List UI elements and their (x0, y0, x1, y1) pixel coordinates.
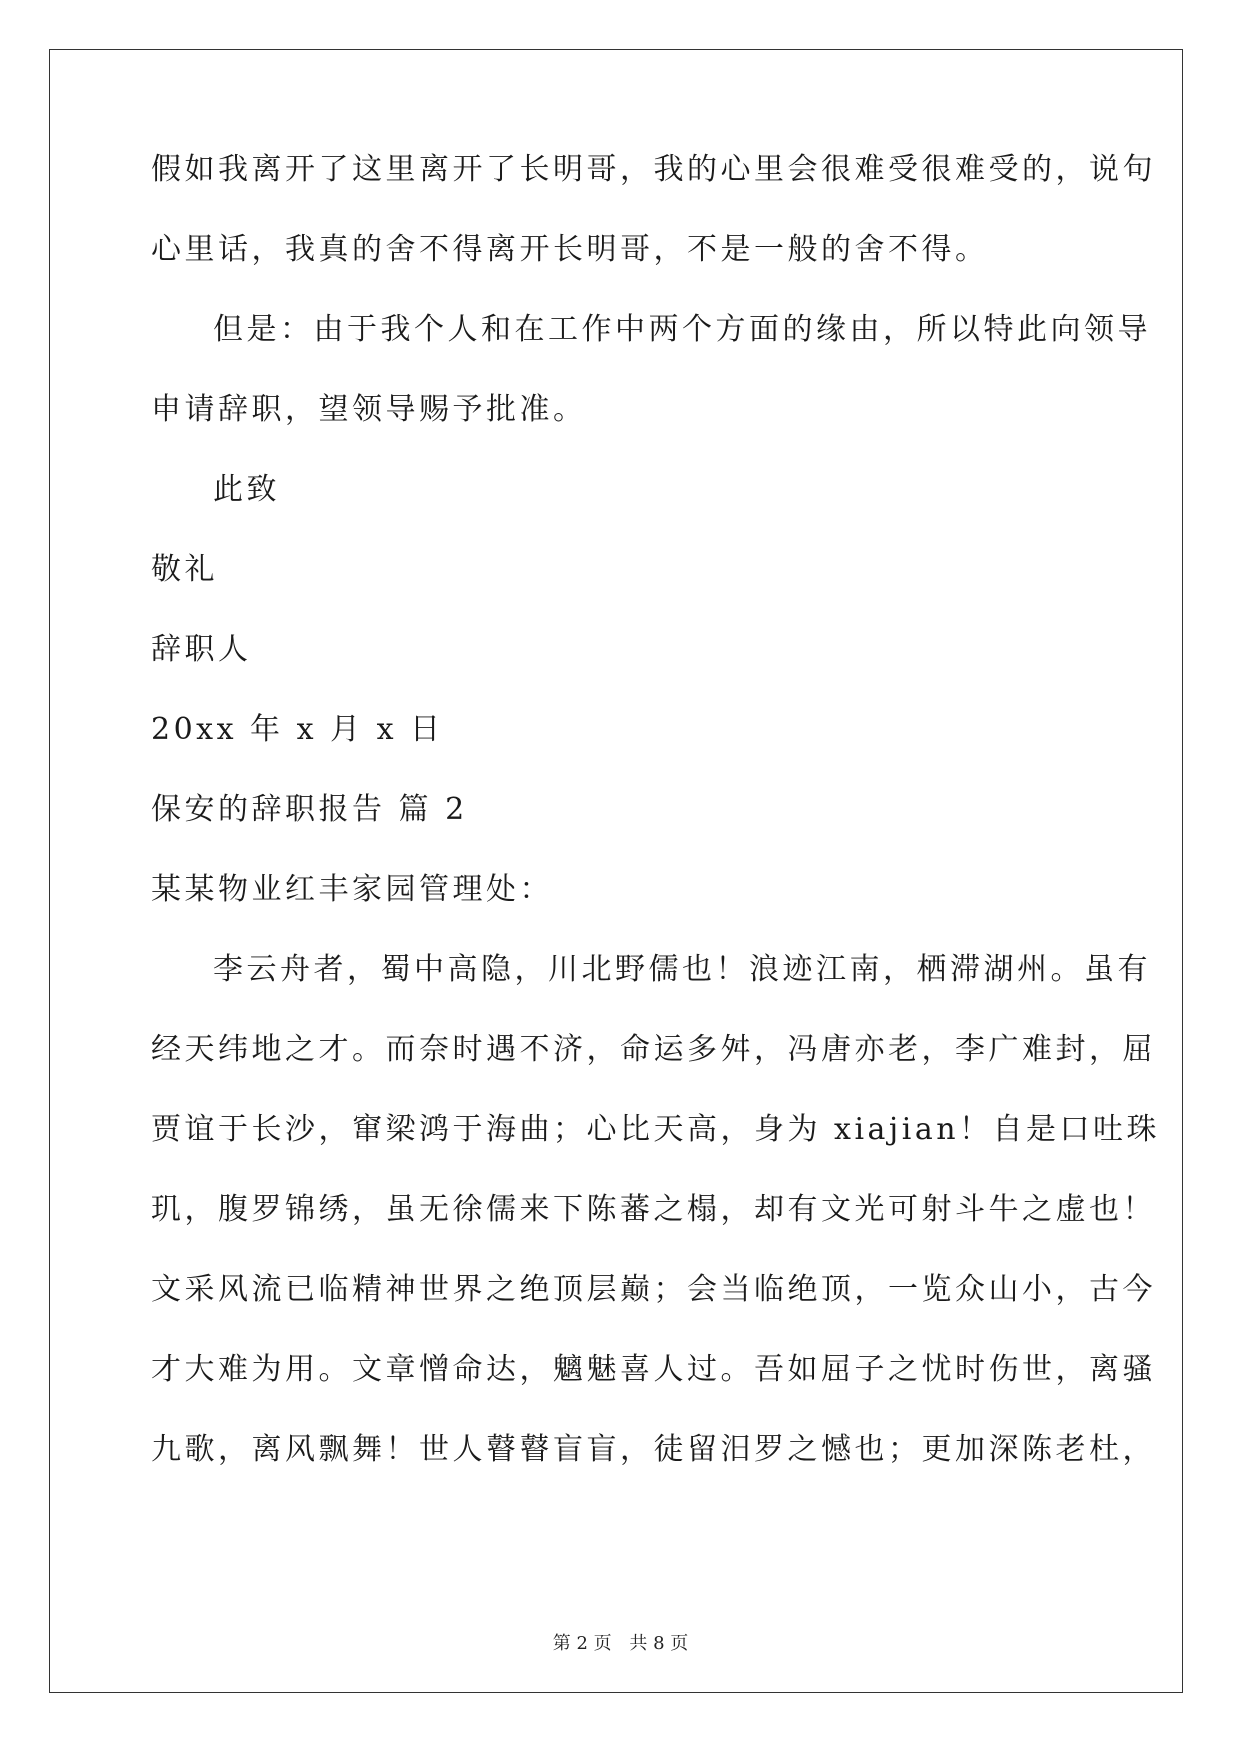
page-total: 共 8 页 (629, 1633, 689, 1654)
closing-regards: 敬礼 (151, 552, 218, 587)
addressee-line: 某某物业红丰家园管理处： (151, 872, 553, 907)
paragraph-line: 才大难为用。文章憎命达，魑魅喜人过。吾如屈子之忧时伤世，离骚 (151, 1352, 1156, 1387)
section-heading: 保安的辞职报告 篇 2 (151, 792, 468, 827)
paragraph-line: 但是：由于我个人和在工作中两个方面的缘由，所以特此向领导 (213, 312, 1151, 347)
paragraph-line: 贾谊于长沙，窜梁鸿于海曲；心比天高，身为 xiajian！自是口吐珠 (151, 1112, 1161, 1147)
page-footer (0, 1632, 1241, 1656)
closing-salutation: 此致 (213, 472, 280, 507)
paragraph-line: 文采风流已临精神世界之绝顶层巅；会当临绝顶，一览众山小，古今 (151, 1272, 1156, 1307)
paragraph-line: 经天纬地之才。而奈时遇不济，命运多舛，冯唐亦老，李广难封，屈 (151, 1032, 1156, 1067)
paragraph-line: 假如我离开了这里离开了长明哥，我的心里会很难受很难受的，说句 (151, 152, 1156, 187)
signature-label: 辞职人 (151, 632, 252, 667)
paragraph-line: 申请辞职，望领导赐予批准。 (151, 392, 587, 427)
paragraph-line: 心里话，我真的舍不得离开长明哥，不是一般的舍不得。 (151, 232, 989, 267)
paragraph-line: 李云舟者，蜀中高隐，川北野儒也！浪迹江南，栖滞湖州。虽有 (213, 952, 1151, 987)
date-line: 20xx 年 x 月 x 日 (151, 712, 444, 747)
paragraph-line: 玑，腹罗锦绣，虽无徐儒来下陈蕃之榻，却有文光可射斗牛之虚也！ (151, 1192, 1156, 1227)
document-body (151, 150, 1161, 1510)
paragraph-line: 九歌，离风飘舞！世人瞽瞽盲盲，徒留汨罗之憾也；更加深陈老杜， (151, 1432, 1156, 1467)
page-number: 第 2 页 (552, 1633, 612, 1654)
